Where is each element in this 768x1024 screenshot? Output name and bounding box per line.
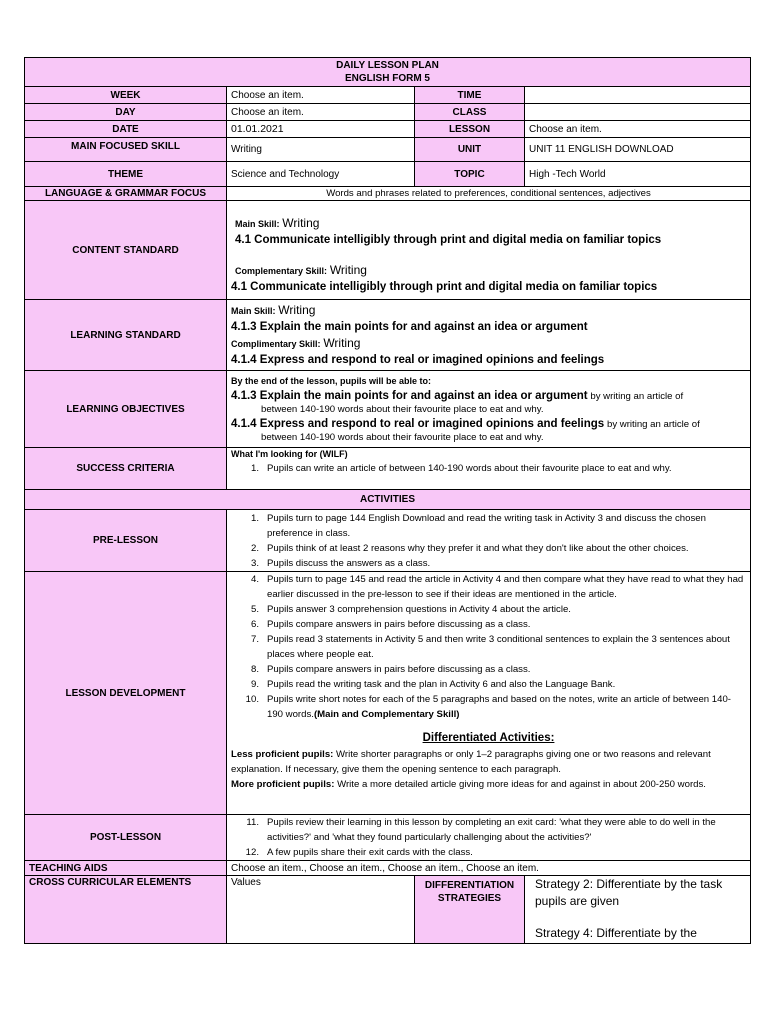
list-item: 7. Pupils read 3 statements in Activity 5 and then write 3 conditional sentences to explain the 3 sentences about places where people eat. [250,634,730,660]
plan-title: DAILY LESSON PLAN [336,60,439,71]
time-label: TIME [415,87,525,104]
ls-comp-prefix: Complimentary Skill: [231,338,321,349]
list-item: 3. Pupils discuss the answers as a class. [250,557,431,569]
list-item: 1. Pupils can write an article of between 140-190 words about their favourite place to eat and why. [250,463,672,474]
list-item: 9. Pupils read the writing task and the plan in Activity 6 and also the Language Bank. [250,679,616,690]
plan-subject: ENGLISH FORM 5 [344,73,430,84]
main-skill-label: MAIN FOCUSED SKILL [25,138,227,162]
activities-header: ACTIVITIES [25,490,751,510]
lesson-label: LESSON [415,121,525,138]
post-lesson-list [231,815,746,860]
ls-main-prefix: Main Skill: [231,305,276,316]
lo-obj2-bold: 4.1.4 Express and respond to real or imagined opinions and feelings [231,417,605,430]
cs-comp-skill: Writing [329,262,367,277]
lesson-dropdown[interactable]: Choose an item. [525,121,751,138]
grammar-label: LANGUAGE & GRAMMAR FOCUS [25,187,227,201]
list-item: 6. Pupils compare answers in pairs before discussing as a class. [250,619,531,630]
time-field[interactable] [525,87,751,104]
learning-standard-cell [227,300,751,371]
sc-intro: What I'm looking for (WILF) [231,449,348,459]
diff-strategies-cell [525,876,751,944]
post-lesson-label: POST-LESSON [25,815,227,861]
class-field[interactable] [525,104,751,121]
list-item: 10. Pupils write short notes for each of the 5 paragraphs and based on the notes, write an article of between 140-190 words.(Main and Complementary Skill) [245,694,731,720]
cs-comp-text: 4.1 Communicate intelligibly through print and digital media on familiar topics [231,280,658,293]
ls-comp-skill: Writing [323,335,361,350]
lo-obj1-line2: between 140-190 words about their favourite place to eat and why. [261,403,544,415]
lesson-development-label: LESSON DEVELOPMENT [25,572,227,815]
cs-main-prefix: Main Skill: [235,218,280,229]
topic-label: TOPIC [415,162,525,187]
pre-lesson-cell [227,510,751,572]
strategy-1: Strategy 2: Differentiate by the task pupils are given [535,877,723,908]
ls-main-text: 4.1.3 Explain the main points for and against an idea or argument [231,320,588,333]
pre-lesson-list [231,511,746,571]
lo-obj2-line2: between 140-190 words about their favourite place to eat and why. [261,431,544,443]
success-criteria-label: SUCCESS CRITERIA [25,448,227,490]
learning-objectives-label: LEARNING OBJECTIVES [25,371,227,448]
learning-standard-label: LEARNING STANDARD [25,300,227,371]
teaching-aids-label: TEACHING AIDS [25,861,227,876]
list-item: 8. Pupils compare answers in pairs before discussing as a class. [250,664,531,675]
list-item: 4. Pupils turn to page 145 and read the article in Activity 4 and then compare what they have read to what they had earlier discussed in the pre-lesson to see if their ideas are mentioned in the article. [250,574,744,600]
theme-field[interactable]: Science and Technology [227,162,415,187]
more-proficient: More proficient pupils: Write a more detailed article giving more ideas for and against in about 200-250 words. [231,779,706,790]
pre-lesson-label: PRE-LESSON [25,510,227,572]
ls-comp-text: 4.1.4 Express and respond to real or imagined opinions and feelings [231,353,605,366]
date-field[interactable]: 01.01.2021 [227,121,415,138]
week-label: WEEK [25,87,227,104]
list-item: 5. Pupils answer 3 comprehension questions in Activity 4 about the article. [250,604,571,615]
lesson-development-cell [227,572,751,815]
ls-main-skill: Writing [278,302,316,317]
cs-main-text: 4.1 Communicate intelligibly through print and digital media on familiar topics [235,233,662,246]
class-label: CLASS [415,104,525,121]
list-item: 1. Pupils turn to page 144 English Download and read the writing task in Activity 3 and discuss the chosen preference in class. [250,512,706,539]
cce-field[interactable]: Values [227,876,415,944]
unit-label: UNIT [415,138,525,162]
list-item: 2. Pupils think of at least 2 reasons why they prefer it and what they don't like about the other choices. [250,542,689,554]
grammar-field[interactable]: Words and phrases related to preferences, conditional sentences, adjectives [227,187,751,201]
plan-header [25,58,751,87]
topic-field[interactable]: High -Tech World [525,162,751,187]
cce-label: CROSS CURRICULAR ELEMENTS [25,876,227,944]
diff-strategies-label: DIFFERENTIATION STRATEGIES [415,876,525,944]
main-skill-field[interactable]: Writing [227,138,415,162]
teaching-aids-dropdown[interactable]: Choose an item., Choose an item., Choose an item., Choose an item. [227,861,751,876]
list-item: 11. Pupils review their learning in this lesson by completing an exit card: 'what they were able to do well in the activities?' and 'what they found particularly challenging about the activities?' [246,817,716,843]
lo-intro: By the end of the lesson, pupils will be able to: [231,375,432,386]
learning-objectives-cell [227,371,751,448]
lo-obj1-rest: by writing an article of [590,390,684,402]
unit-field[interactable]: UNIT 11 ENGLISH DOWNLOAD [525,138,751,162]
week-dropdown[interactable]: Choose an item. [227,87,415,104]
theme-label: THEME [25,162,227,187]
success-criteria-cell [227,448,751,490]
lo-obj1-bold: 4.1.3 Explain the main points for and against an idea or argument [231,389,588,402]
lesson-plan-table [24,57,751,944]
diff-activities-title: Differentiated Activities: [422,732,555,744]
day-dropdown[interactable]: Choose an item. [227,104,415,121]
day-label: DAY [25,104,227,121]
strategy-2: Strategy 4: Differentiate by the [535,926,697,940]
post-lesson-cell [227,815,751,861]
content-standard-label: CONTENT STANDARD [25,201,227,300]
date-label: DATE [25,121,227,138]
cs-main-skill: Writing [282,215,320,230]
cs-comp-prefix: Complementary Skill: [235,265,328,276]
lo-obj2-rest: by writing an article of [606,418,700,430]
content-standard-cell [227,201,751,300]
sc-list [231,461,746,476]
list-item: 12. A few pupils share their exit cards with the class. [245,847,473,858]
less-proficient: Less proficient pupils: Write shorter paragraphs or only 1–2 paragraphs giving one or two reasons and relevant explanation. If necessary, give them the opening sentence to each paragraph. [231,749,711,775]
lesson-development-list [231,572,746,722]
item10-bold: (Main and Complementary Skill) [313,709,460,720]
